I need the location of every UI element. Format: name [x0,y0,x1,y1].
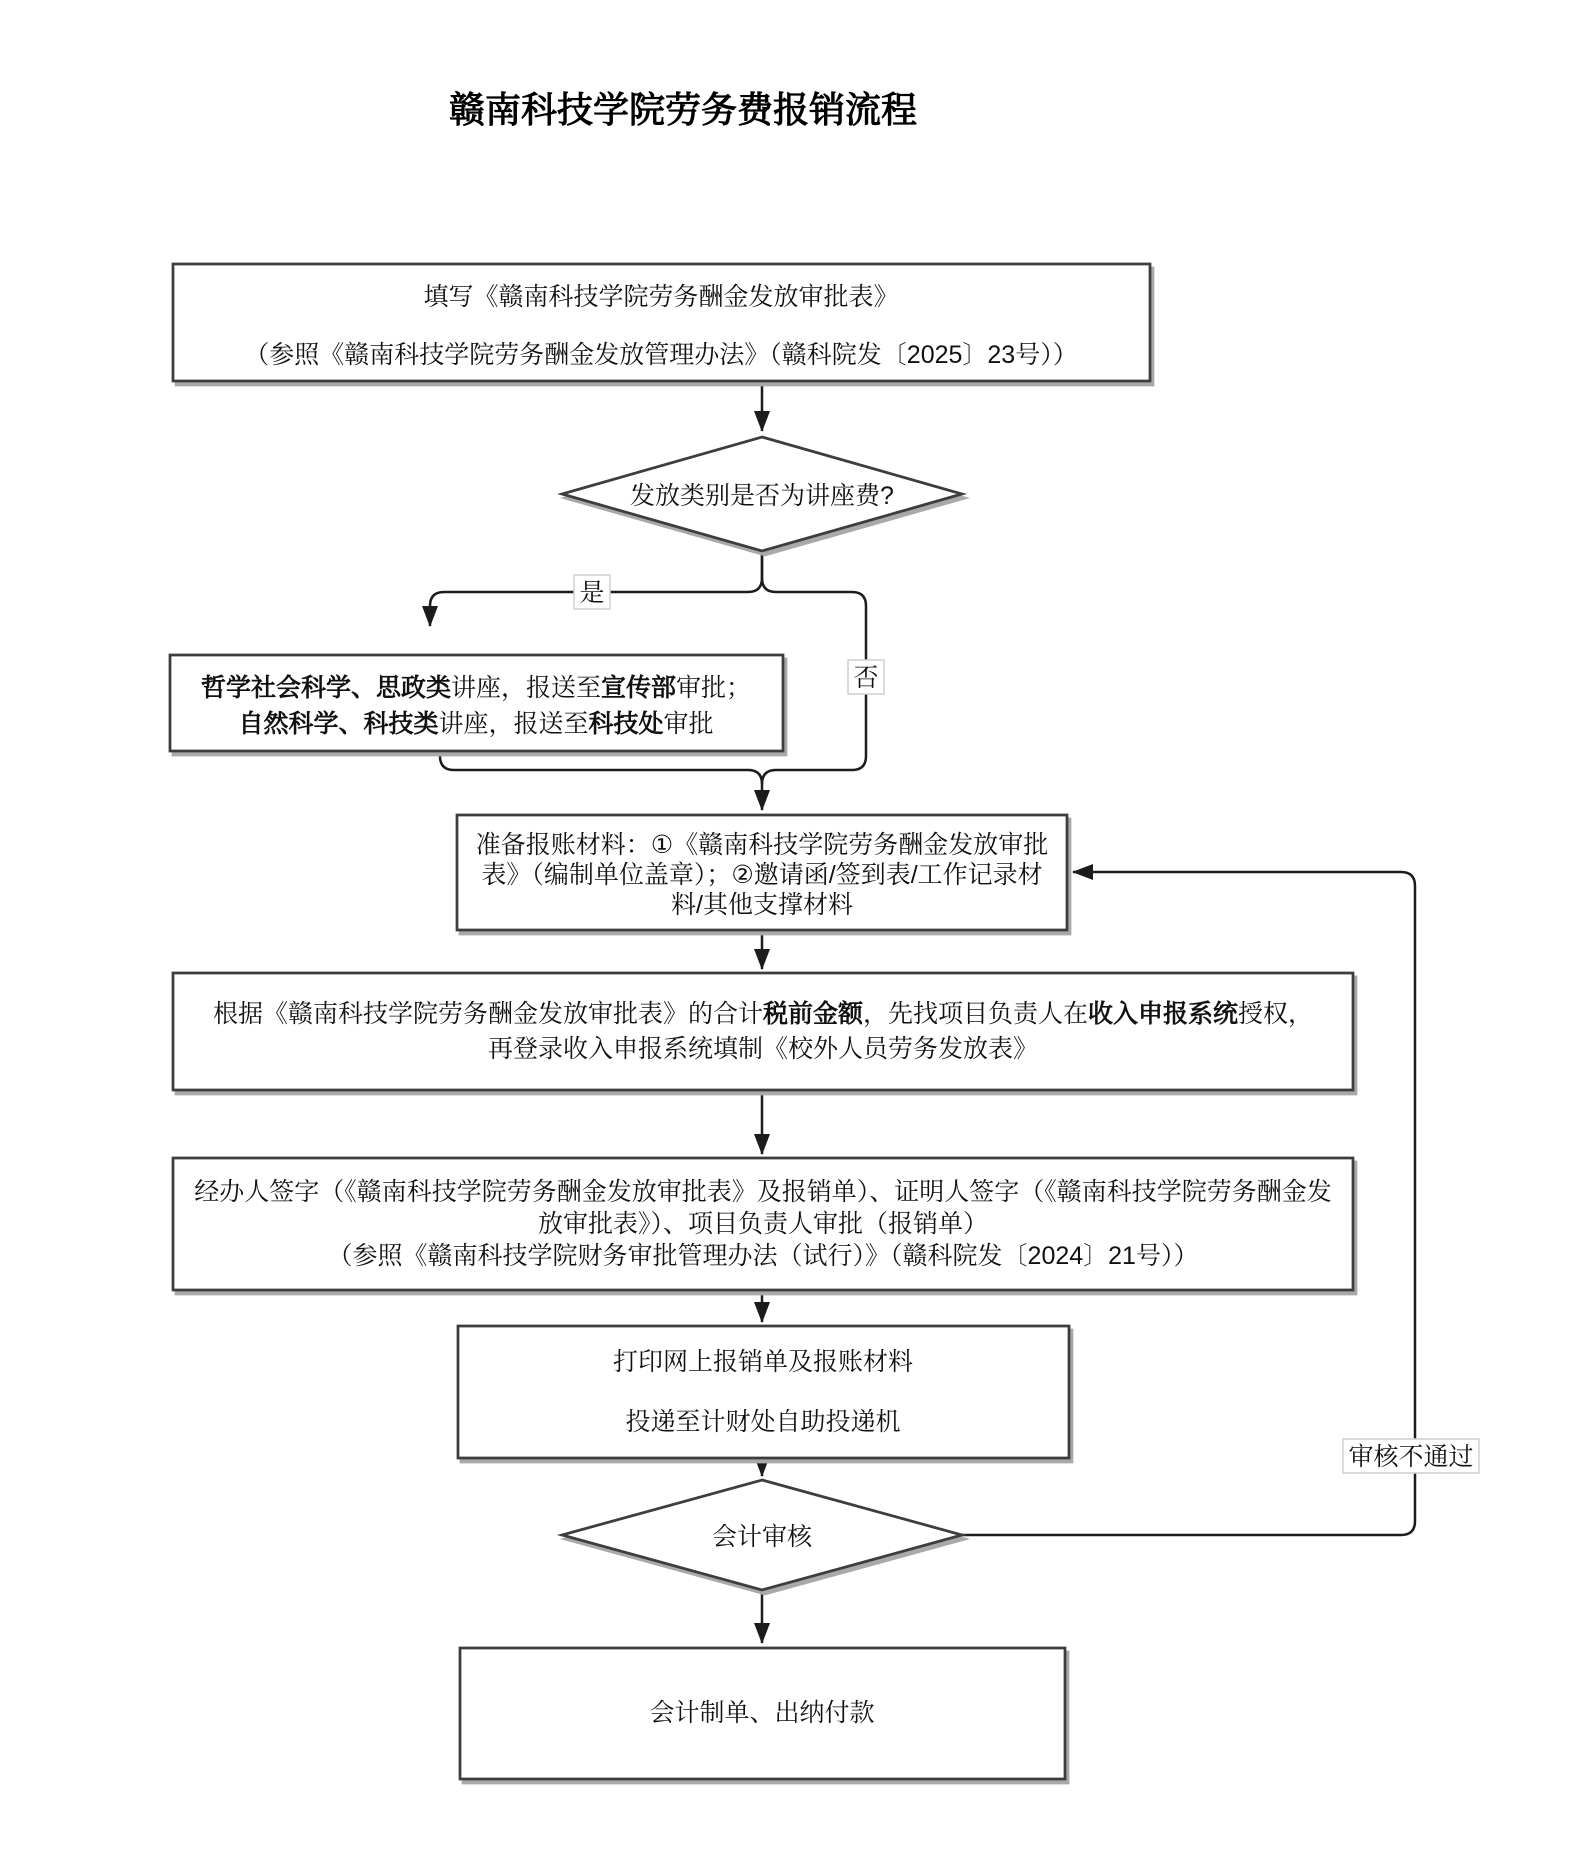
pay-box-label: 会计制单、出纳付款 [649,1699,875,1727]
print-box-line1: 打印网上报销单及报账材料 [612,1348,914,1376]
sign-box-line3: （参照《赣南科技学院财务审批管理办法（试行）》（赣科院发〔2024〕21号）） [327,1242,1199,1270]
decision-lecture-label: 发放类别是否为讲座费? [630,482,894,510]
edge-label-reject: 审核不通过 [1348,1443,1474,1471]
materials-box-line1: 准备报账材料：①《赣南科技学院劳务酬金发放审批 [475,831,1049,859]
process-box-print-deliver [458,1326,1069,1458]
income-box-line1: 根据《赣南科技学院劳务酬金发放审批表》的合计税前金额，先找项目负责人在收入申报系统授权， [212,1000,1314,1028]
materials-box-line2: 表》（编制单位盖章）；②邀请函/签到表/工作记录材 [481,861,1043,889]
process-box-income-declaration [173,973,1353,1090]
audit-diamond-label: 会计审核 [711,1523,813,1551]
print-box-line2: 投递至计财处自助投递机 [625,1408,901,1436]
start-box-line1: 填写《赣南科技学院劳务酬金发放审批表》 [423,283,899,311]
income-box-line2: 再登录收入申报系统填制《校外人员劳务发放表》 [487,1035,1039,1063]
lecture-box-line1: 哲学社会科学、思政类讲座，报送至宣传部审批； [200,674,752,702]
lecture-box-line2: 自然科学、科技类讲座，报送至科技处审批 [238,710,714,738]
sign-box-line1: 经办人签字（《赣南科技学院劳务酬金发放审批表》及报销单）、证明人签字（《赣南科技学院劳务酬金发 [194,1178,1332,1206]
materials-box-line3: 料/其他支撑材料 [671,891,853,919]
start-box-line2: （参照《赣南科技学院劳务酬金发放管理办法》（赣科院发〔2025〕23号）） [244,341,1078,369]
edge-label-yes: 是 [579,579,605,607]
edge-label-no: 否 [853,664,879,692]
sign-box-line2: 放审批表》）、项目负责人审批（报销单） [537,1210,989,1238]
page-title: 赣南科技学院劳务费报销流程 [448,89,918,131]
